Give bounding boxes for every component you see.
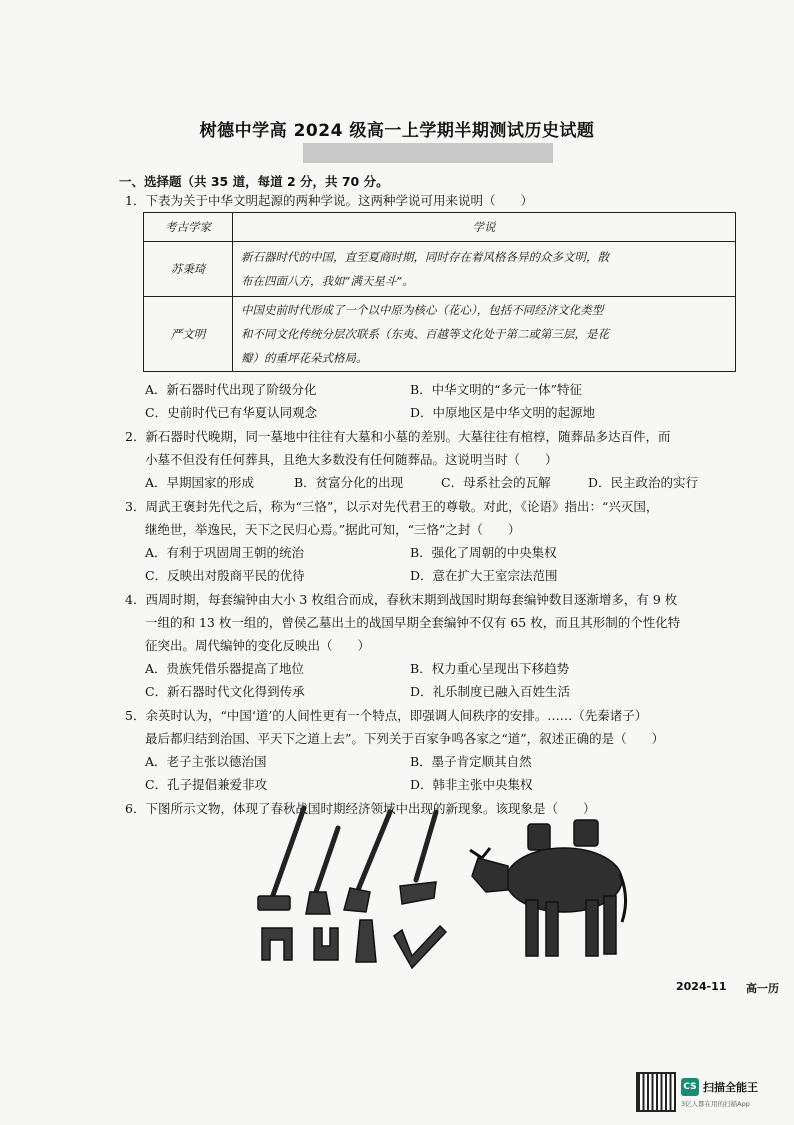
q4-line3: 征突出。周代编钟的变化反映出（ ） bbox=[145, 638, 371, 653]
q3-line2: 继绝世，举逸民，天下之民归心焉。”据此可知，“三恪”之封（ ） bbox=[145, 522, 521, 537]
table-cell-name: 苏秉琦 bbox=[144, 242, 233, 297]
q4-option-b: B．权力重心呈现出下移趋势 bbox=[410, 661, 570, 676]
scanner-app-tagline: 3亿人都在用的扫描App bbox=[681, 1100, 750, 1108]
table-cell-name: 严文明 bbox=[144, 297, 233, 372]
table-header-archaeologist: 考古学家 bbox=[144, 213, 233, 242]
table-row bbox=[144, 297, 736, 372]
section-heading: 一、选择题（共 35 道，每道 2 分，共 70 分。 bbox=[119, 174, 389, 189]
table-row bbox=[144, 242, 736, 297]
q3-option-d: D．意在扩大王室宗法范围 bbox=[410, 568, 558, 583]
q5-option-d: D．韩非主张中央集权 bbox=[410, 777, 533, 792]
table-cell-theory: 新石器时代的中国，直至夏商时期，同时存在着风格各异的众多文明，散 布在四面八方，我如“满天星斗”。 bbox=[233, 242, 736, 297]
camscanner-logo-icon: CS bbox=[681, 1078, 699, 1096]
bronze-ox-illustration bbox=[468, 818, 630, 970]
table-cell-theory: 中国史前时代形成了一个以中原为核心（花心），包括不同经济文化类型 和不同文化传统分层次联系（东夷、百越等文化处于第二或第三层，是花 瓣）的重坪花朵式格局。 bbox=[233, 297, 736, 372]
q4-line1: 4．西周时期，每套编钟由大小 3 枚组合而成，春秋末期到战国时期每套编钟数目逐渐增多，有 9 枚 bbox=[125, 592, 678, 607]
q4-option-a: A．贵族凭借乐器提高了地位 bbox=[145, 661, 305, 676]
footer-course: 高一历 bbox=[746, 982, 779, 995]
q5-option-b: B．墨子肯定顺其自然 bbox=[410, 754, 532, 769]
q1-stem: 1．下表为关于中华文明起源的两种学说。这两种学说可用来说明（ ） bbox=[125, 193, 533, 208]
q3-option-a: A．有利于巩固周王朝的统治 bbox=[145, 545, 305, 560]
q5-line1: 5．余英时认为，“中国‘道’的人间性更有一个特点，即强调人间秩序的安排。……（先秦诸子） bbox=[125, 708, 648, 723]
q2-option-d: D．民主政治的实行 bbox=[588, 475, 699, 490]
q3-option-c: C．反映出对殷商平民的优待 bbox=[145, 568, 305, 583]
q2-line2: 小墓不但没有任何葬具，且绝大多数没有任何随葬品。这说明当时（ ） bbox=[145, 452, 558, 467]
q1-option-c: C．史前时代已有华夏认同观念 bbox=[145, 405, 318, 420]
q1-table bbox=[143, 212, 736, 372]
q2-option-b: B．贫富分化的出现 bbox=[294, 475, 404, 490]
page-title: 树德中学高 2024 级高一上学期半期测试历史试题 bbox=[199, 121, 595, 141]
q1-option-d: D．中原地区是中华文明的起源地 bbox=[410, 405, 596, 420]
q3-line1: 3．周武王褒封先代之后，称为“三恪”，以示对先代君王的尊敬。对此，《论语》指出：“兴灭国， bbox=[125, 499, 659, 514]
footer-date: 2024-11 bbox=[676, 980, 727, 993]
q4-option-c: C．新石器时代文化得到传承 bbox=[145, 684, 305, 699]
qr-code-icon bbox=[636, 1072, 676, 1112]
q2-line1: 2．新石器时代晚期，同一墓地中往往有大墓和小墓的差别。大墓往往有棺椁，随葬品多达百件，而 bbox=[125, 429, 671, 444]
q4-line2: 一组的和 13 枚一组的，曾侯乙墓出土的战国早期全套编钟不仅有 65 枚，而且其形制的个性化特 bbox=[145, 615, 681, 630]
q1-option-a: A．新石器时代出现了阶级分化 bbox=[145, 382, 317, 397]
scanner-app-name: 扫描全能王 bbox=[703, 1081, 758, 1094]
q4-option-d: D．礼乐制度已融入百姓生活 bbox=[410, 684, 571, 699]
redacted-subtitle bbox=[303, 143, 553, 163]
q5-option-c: C．孔子提倡兼爱非攻 bbox=[145, 777, 268, 792]
q6-stem: 6．下图所示文物，体现了春秋战国时期经济领域中出现的新现象。该现象是（ ） bbox=[125, 801, 596, 816]
q2-option-a: A．早期国家的形成 bbox=[145, 475, 255, 490]
table-header-theory: 学说 bbox=[233, 213, 736, 242]
q5-line2: 最后都归结到治国、平天下之道上去”。下列关于百家争鸣各家之“道”，叙述正确的是（ ） bbox=[145, 731, 665, 746]
q2-option-c: C．母系社会的瓦解 bbox=[441, 475, 551, 490]
q3-option-b: B．强化了周朝的中央集权 bbox=[410, 545, 557, 560]
iron-tools-illustration bbox=[240, 800, 470, 975]
q1-option-b: B．中华文明的“多元一体”特征 bbox=[410, 382, 582, 397]
q5-option-a: A．老子主张以德治国 bbox=[145, 754, 267, 769]
